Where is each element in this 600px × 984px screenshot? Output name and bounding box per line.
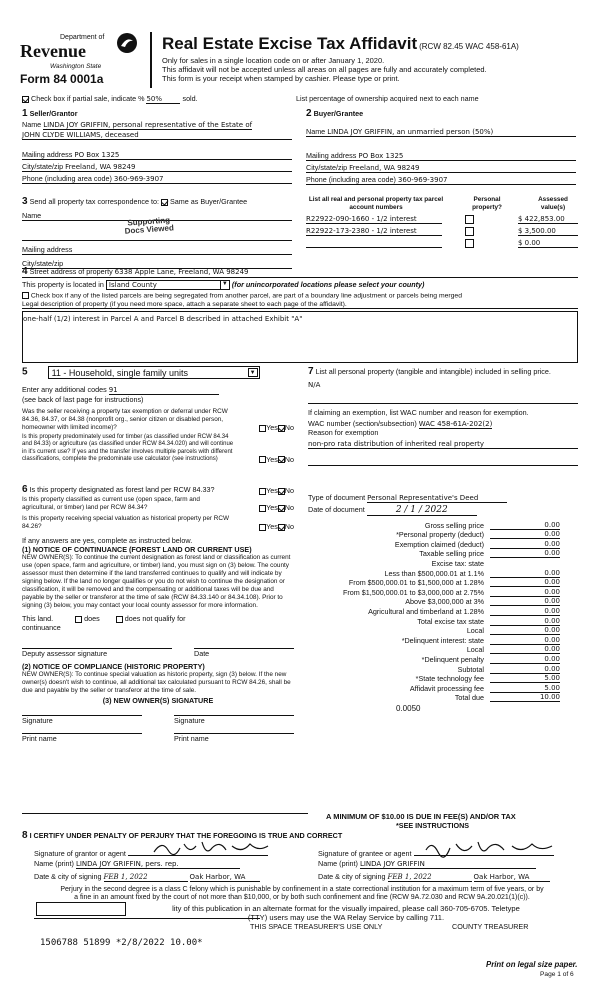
calc-value[interactable]: 0.00 [490,636,560,645]
form-title [162,34,519,54]
seller-phone-label: Phone (including area code) [22,174,112,183]
calc-label: *Delinquent interest: state [401,635,484,645]
segregated-checkbox[interactable] [22,292,29,299]
reason-field[interactable]: non-pro rata distribution of inherited real property [308,440,578,449]
section-4-number: 4 [22,266,28,277]
deputy-date-label: Date [194,649,210,658]
calc-label: Total excise tax state [417,616,484,626]
calc-row [310,587,560,597]
section-7-title: List all personal property (tangible and intangible) included in selling price. [315,367,551,376]
treasurer-box [36,902,126,916]
legal-label: Legal description of property (if you need more space, attach a separate sheet to each page of the affidavit). [22,301,578,309]
personal-property-value[interactable]: N/A [308,381,321,389]
dropdown-arrow-icon: ▼ [220,281,229,289]
grantor-name-field[interactable]: LINDA JOY GRIFFIN, pers. rep. [76,860,240,869]
section-1-title: Seller/Grantor [29,109,78,118]
section-2-title: Buyer/Grantee [313,109,364,118]
calc-row [310,626,560,636]
grantor-signature-image [150,838,290,858]
continuance-label: continuance [22,623,61,632]
grantor-date-label: Date & city of signing [34,872,102,881]
section-6-number: 6 [22,484,28,495]
calc-label: Affidavit processing fee [409,683,484,693]
reason-label: Reason for exemption [308,428,379,437]
calc-row [310,674,560,684]
calc-row [310,597,560,607]
grantee-city[interactable]: Oak Harbor, WA [474,873,550,882]
calc-label: Exemption claimed (deduct) [394,539,484,549]
q2-yes-checkbox[interactable] [259,456,266,463]
notice-3-title: (3) NEW OWNER(S) SIGNATURE [102,696,214,705]
calc-row [310,645,560,655]
grantee-name-row [318,859,536,869]
calc-label: *Personal property (deduct) [396,530,484,540]
agency-name: Revenue [20,41,86,61]
use-select[interactable] [48,366,260,379]
same-as-buyer-label: Same as Buyer/Grantee [170,197,248,206]
parcel-account[interactable]: R22922-173-2380 - 1/2 interest [306,227,442,236]
calc-value[interactable]: 0.00 [490,617,560,626]
calc-label: Agricultural and timberland at 1.28% [368,606,484,616]
accessibility-notice [126,904,566,922]
calc-label: Local [466,645,484,655]
see-instructions: *SEE INSTRUCTIONS [396,821,470,830]
section-2-buyer [306,108,576,185]
parcel-row [306,227,578,236]
calc-label: *State technology fee [415,674,484,684]
buyer-city-label: City/state/zip [306,163,348,172]
personal-property-checkbox[interactable] [465,215,474,224]
current-use-yes-checkbox[interactable] [259,505,266,512]
wac-field[interactable]: WAC 458-61A-202(2) [418,420,493,428]
timber-question: Is this property predominately used for timber (as classified under RCW 84.34 and 84.33) or agriculture (as classified under RCW 84.34.020) and will continue in it's current use? If yes and the transfer involves multiple parcels with different classifications, complete the predominate use calculator (see instructions) [22,434,234,463]
calc-label: Total due [454,693,484,703]
addl-codes-label: Enter any additional codes [22,385,107,394]
access-line-1: lity of this publication in an alternate format for the visually impaired, please call 360-705-6705. Teletype [172,904,520,913]
calc-value[interactable]: 0.00 [490,569,560,578]
section-4-property [22,266,578,309]
street-field[interactable]: 6338 Apple Lane, Freeland, WA 98249 [114,268,249,276]
buyer-mail-field[interactable]: PO Box 1325 [358,152,404,160]
this-land-label: This land. [22,614,54,623]
calc-row [310,683,560,693]
parcel-assessed[interactable]: $ 422,853.00 [518,215,578,224]
seller-phone-field[interactable]: 360-969-3907 [113,175,164,183]
calc-label: Taxable selling price [419,549,484,559]
doc-date-field[interactable]: 2 / 1 / 2022 [367,505,477,516]
dept-label: Department of [60,34,105,41]
calc-value[interactable]: 0.00 [490,549,560,558]
yes-label: Yes [266,486,278,495]
notice-2-title: (2) NOTICE OF COMPLIANCE (HISTORIC PROPERTY) [22,662,205,671]
treasurer-rule [34,918,260,919]
calc-label: Excise tax: state [431,558,484,568]
parcel-account[interactable]: R22922-090-1660 - 1/2 interest [306,215,442,224]
legal-description-box[interactable] [22,311,578,363]
no-label: No [284,522,294,531]
calc-row [310,693,560,703]
legal-size-note: Print on legal size paper. [486,960,578,969]
yes-label: Yes [266,454,278,464]
calc-value[interactable]: 0.00 [490,597,560,606]
partial-sale-post: sold. [182,94,198,103]
exemption-label: If claiming an exemption, list WAC number and reason for exemption. [308,408,529,417]
legal-description-text: one-half (1/2) interest in Parcel A and Parcel B described in attached Exhibit "A" [23,315,303,323]
doc-type-label: Type of document [308,493,366,502]
no-label: No [284,503,294,512]
owner-print-1[interactable]: Print name [22,733,142,743]
seller-city-label: City/state/zip [22,162,64,171]
county-value: Island County [108,281,157,290]
form-title-text: Real Estate Excise Tax Affidavit [162,34,418,53]
does-checkbox[interactable] [75,616,82,623]
seller-name-field-2[interactable]: JOHN CLYDE WILLIAMS, deceased [22,131,292,140]
calc-row [310,520,560,530]
does-not-checkbox[interactable] [116,616,123,623]
doc-date-label: Date of document [308,505,365,514]
wac-label: WAC number (section/subsection) [308,419,417,428]
section-7-personal-property [308,366,578,466]
seller-mail-field[interactable]: PO Box 1325 [74,151,120,159]
page-number: Page 1 of 6 [540,971,574,978]
owner-signature-2[interactable]: Signature [174,715,294,725]
partial-sale-label: Check box if partial sale, indicate % [31,94,145,103]
document-date-row [308,505,477,516]
notice-2-body: NEW OWNER(S): To continue special valuation as historic property, sign (3) below. If the new owner(s) doesn't wish to continue, all additional tax calculated pursuant to RCW 84.26, shall be due and payable by the seller or transferor at the time of sale. [22,671,291,694]
calc-row [310,578,560,588]
grantor-city[interactable]: Oak Harbor, WA [190,873,260,882]
seller-name-label: Name [22,120,42,129]
buyer-city-field[interactable]: Freeland, WA 98249 [349,164,420,172]
parcel-table [306,196,578,251]
grantor-sig-label: Signature of grantor or agent [34,849,126,858]
calc-value[interactable]: 0.00 [490,588,560,597]
section-5-number: 5 [22,366,28,378]
if-any-note: If any answers are yes, complete as instructed below. [22,536,193,545]
parcel-account[interactable] [306,239,442,248]
addl-codes-note: (see back of last page for instructions) [22,395,144,404]
receipt-stamp: 1506788 51899 *2/8/2022 10.00* [40,938,203,948]
section-8-divider [22,813,308,814]
calc-row [310,549,560,559]
access-line-2: (TTY) users may use the WA Relay Service by calling 711. [247,913,445,922]
buyer-name-label: Name [306,127,326,136]
calc-value[interactable]: 0.00 [490,578,560,587]
grantee-date[interactable]: FEB 1, 2022 [388,873,472,882]
minimum-note: A MINIMUM OF $10.00 IS DUE IN FEE(S) AND/OR TAX [326,812,516,821]
grantee-name-field[interactable]: LINDA JOY GRIFFIN [360,860,536,869]
section-1-seller [22,108,292,184]
historic-yes-checkbox[interactable] [259,524,266,531]
parcel-header-assessed: Assessed value(s) [538,196,568,211]
doc-type-field[interactable]: Personal Representative's Deed [367,494,507,503]
yes-label: Yes [266,423,278,432]
calc-row [310,539,560,549]
wa-logo-icon [116,32,138,54]
forest-no-checkbox[interactable] [278,488,285,495]
does-not-label: does not qualify for [124,614,186,623]
buyer-name-field[interactable]: LINDA JOY GRIFFIN, an unmarried person (50%) [327,128,494,136]
forest-question: Is this property designated as forest land per RCW 84.33? [29,485,215,494]
grantee-date-row [318,872,550,882]
exemption-question: Was the seller receiving a property tax exemption or deferral under RCW 84.36, 84.37, or 84.38 (nonprofit org., senior citizen or disabled person, homeowner with limited income)? [22,408,228,431]
grantee-sig-label: Signature of grantee or agent [318,849,412,858]
q1-yes-checkbox[interactable] [259,425,266,432]
buyer-phone-field[interactable]: 360-969-3907 [397,176,448,184]
buyer-phone-label: Phone (including area code) [306,175,396,184]
section-3-title: Send all property tax correspondence to: [29,197,160,206]
q1-no-checkbox[interactable] [278,425,285,432]
header-note-1: Only for sales in a single location code on or after January 1, 2020. [162,56,385,65]
grantor-name-row [34,859,240,869]
calc-value[interactable]: 5.00 [490,674,560,683]
calc-row [310,606,560,616]
parcel-header-personal: Personal property? [472,196,502,211]
calc-row [310,568,560,578]
county-select[interactable] [106,280,230,290]
calc-value[interactable]: 0.00 [490,540,560,549]
calc-row [310,664,560,674]
calc-value[interactable]: 0.00 [490,655,560,664]
deputy-signature-label: Deputy assessor signature [22,649,108,658]
partial-sale-percent[interactable]: 50% [146,95,180,104]
grantee-date-label: Date & city of signing [318,872,386,881]
calc-value[interactable]: 5.00 [490,684,560,693]
perjury-line-2: a fine in an amount fixed by the court of not more than $10,000, or by both such confinement and fine (RCW 9A.72.030 and RCW 9A.20.021(1)(c)). [74,894,530,901]
grantee-signature-image [422,838,572,858]
state-label: Washington State [50,63,102,70]
owner-signature-1[interactable]: Signature [22,715,142,725]
use-value: 11 - Household, single family units [51,368,188,378]
grantor-name-label: Name (print) [34,859,74,868]
treasurer-use: THIS SPACE TREASURER'S USE ONLY [250,922,383,931]
header-note-3: This form is your receipt when stamped by cashier. Please type or print. [162,74,400,83]
corr-mail-label: Mailing address [22,245,73,254]
section-1-number: 1 [22,108,28,119]
parcel-rows [306,215,578,248]
calc-value[interactable]: 0.00 [490,607,560,616]
calc-label: Subtotal [457,664,484,674]
calc-label: Local [466,626,484,636]
parcel-row [306,239,578,248]
corr-city-label: City/state/zip [22,259,64,268]
does-label: does [84,614,100,623]
calc-value[interactable]: 0.00 [490,626,560,635]
personal-property-checkbox[interactable] [465,239,474,248]
corr-name-label: Name [22,211,42,220]
grantor-date-row [34,872,260,882]
section-3-number: 3 [22,196,28,207]
dor-logo [20,30,142,90]
perjury-line-1: Perjury in the second degree is a class C felony which is punishable by confinement in a state correctional institution for a maximum term of five years, or by [60,886,544,893]
no-label: No [284,454,294,464]
no-label: No [284,423,294,432]
current-use-no-checkbox[interactable] [278,505,285,512]
ownership-note: List percentage of ownership acquired next to each name [296,94,479,103]
current-use-question: Is this property classified as current use (open space, farm and agricultural, or timber) land per RCW 84.34? [22,496,200,511]
parcel-header-accounts: List all real and personal property tax parcel account numbers [308,196,444,211]
calc-value[interactable]: 0.00 [490,521,560,530]
owner-print-2[interactable]: Print name [174,733,294,743]
personal-property-checkbox[interactable] [465,227,474,236]
header-note-2: This affidavit will not be accepted unless all areas on all pages are fully and accurately completed. [162,65,487,74]
form-number: Form 84 0001a [20,72,104,86]
calc-label: From $1,500,000.01 to $3,000,000 at 2.75% [342,587,484,597]
tax-calculation [310,520,560,702]
segregated-label: Check box if any of the listed parcels are being segregated from another parcel, are part of a boundary line adjustment or parcels being merged [30,292,462,300]
calc-label: From $500,000.01 to $1,500,000 at 1.28% [348,578,484,588]
header-divider [150,32,152,88]
cert-text: I CERTIFY UNDER PENALTY OF PERJURY THAT THE FOREGOING IS TRUE AND CORRECT [29,831,343,840]
addl-codes-field[interactable]: 91 [109,386,219,395]
calc-value[interactable]: 10.00 [490,693,560,702]
calc-row [310,654,560,664]
no-label: No [284,486,294,495]
calc-value[interactable]: 0.00 [490,645,560,654]
grantor-date[interactable]: FEB 1, 2022 [104,873,188,882]
local-rate: 0.0050 [396,704,421,713]
yes-label: Yes [266,522,278,531]
partial-sale-row [22,94,198,104]
section-7-number: 7 [308,366,314,377]
parcel-assessed[interactable]: $ 3,500.00 [518,227,578,236]
yes-label: Yes [266,503,278,512]
section-5-use [22,366,294,464]
supporting-docs-stamp: Supporting Docs Viewed [124,215,175,236]
calc-value[interactable]: 0.00 [490,665,560,674]
section-6-designation [22,484,294,743]
seller-mail-label: Mailing address [22,150,73,159]
notice-1-title: (1) NOTICE OF CONTINUANCE (FOREST LAND OR CURRENT USE) [22,545,252,554]
notice-1-body: NEW OWNER(S): To continue the current designation as forest land or classification as current use (open space, farm and agriculture, or timber) land, you must sign on (3) below. The county assessor must then determine if the land transferred continues to qualify and will indicate by signing below. If the land no longer qualifies or you do not wish to continue the designation or classification, it will be removed and the compensating or additional taxes will be due and payable by the seller or transferor at the time of sale (RCW 84.33.140 or 84.34.108). Prior to signing (3) below, you may contact your local county assessor for more information. [22,554,291,609]
calc-label: Gross selling price [424,520,484,530]
location-label: This property is located in [22,280,104,289]
calc-row [310,530,560,540]
county-treasurer: COUNTY TREASURER [452,922,529,931]
calc-row [310,635,560,645]
perjury-notice [24,886,580,902]
forest-yes-checkbox[interactable] [259,488,266,495]
historic-question: Is this property receiving special valuation as historical property per RCW 84.26? [22,515,230,530]
form-rcw: (RCW 82.45 WAC 458-61A) [419,42,519,51]
location-note: (for unincorporated locations please select your county) [231,280,425,289]
dropdown-arrow-icon: ▼ [248,368,258,377]
calc-row [310,558,560,568]
seller-city-field[interactable]: Freeland, WA 98249 [65,163,136,171]
document-type-row [308,493,507,503]
street-label: Street address of property [29,267,113,276]
calc-label: Above $3,000,000 at 3% [405,597,484,607]
calc-row [310,616,560,626]
calc-label: Less than $500,000.01 at 1.1% [384,568,484,578]
seller-name-field[interactable]: LINDA JOY GRIFFIN, personal representative of the Estate of [43,121,253,129]
calc-label: *Delinquent penalty [421,654,484,664]
section-2-number: 2 [306,108,312,119]
historic-no-checkbox[interactable] [278,524,285,531]
parcel-row [306,215,578,224]
buyer-mail-label: Mailing address [306,151,357,160]
grantee-name-label: Name (print) [318,859,358,868]
same-as-buyer-checkbox[interactable] [161,199,168,206]
partial-sale-checkbox[interactable] [22,96,29,103]
section-8-number: 8 [22,830,28,841]
q2-no-checkbox[interactable] [278,456,285,463]
calc-value[interactable]: 0.00 [490,530,560,539]
parcel-assessed[interactable]: $ 0.00 [518,239,578,248]
